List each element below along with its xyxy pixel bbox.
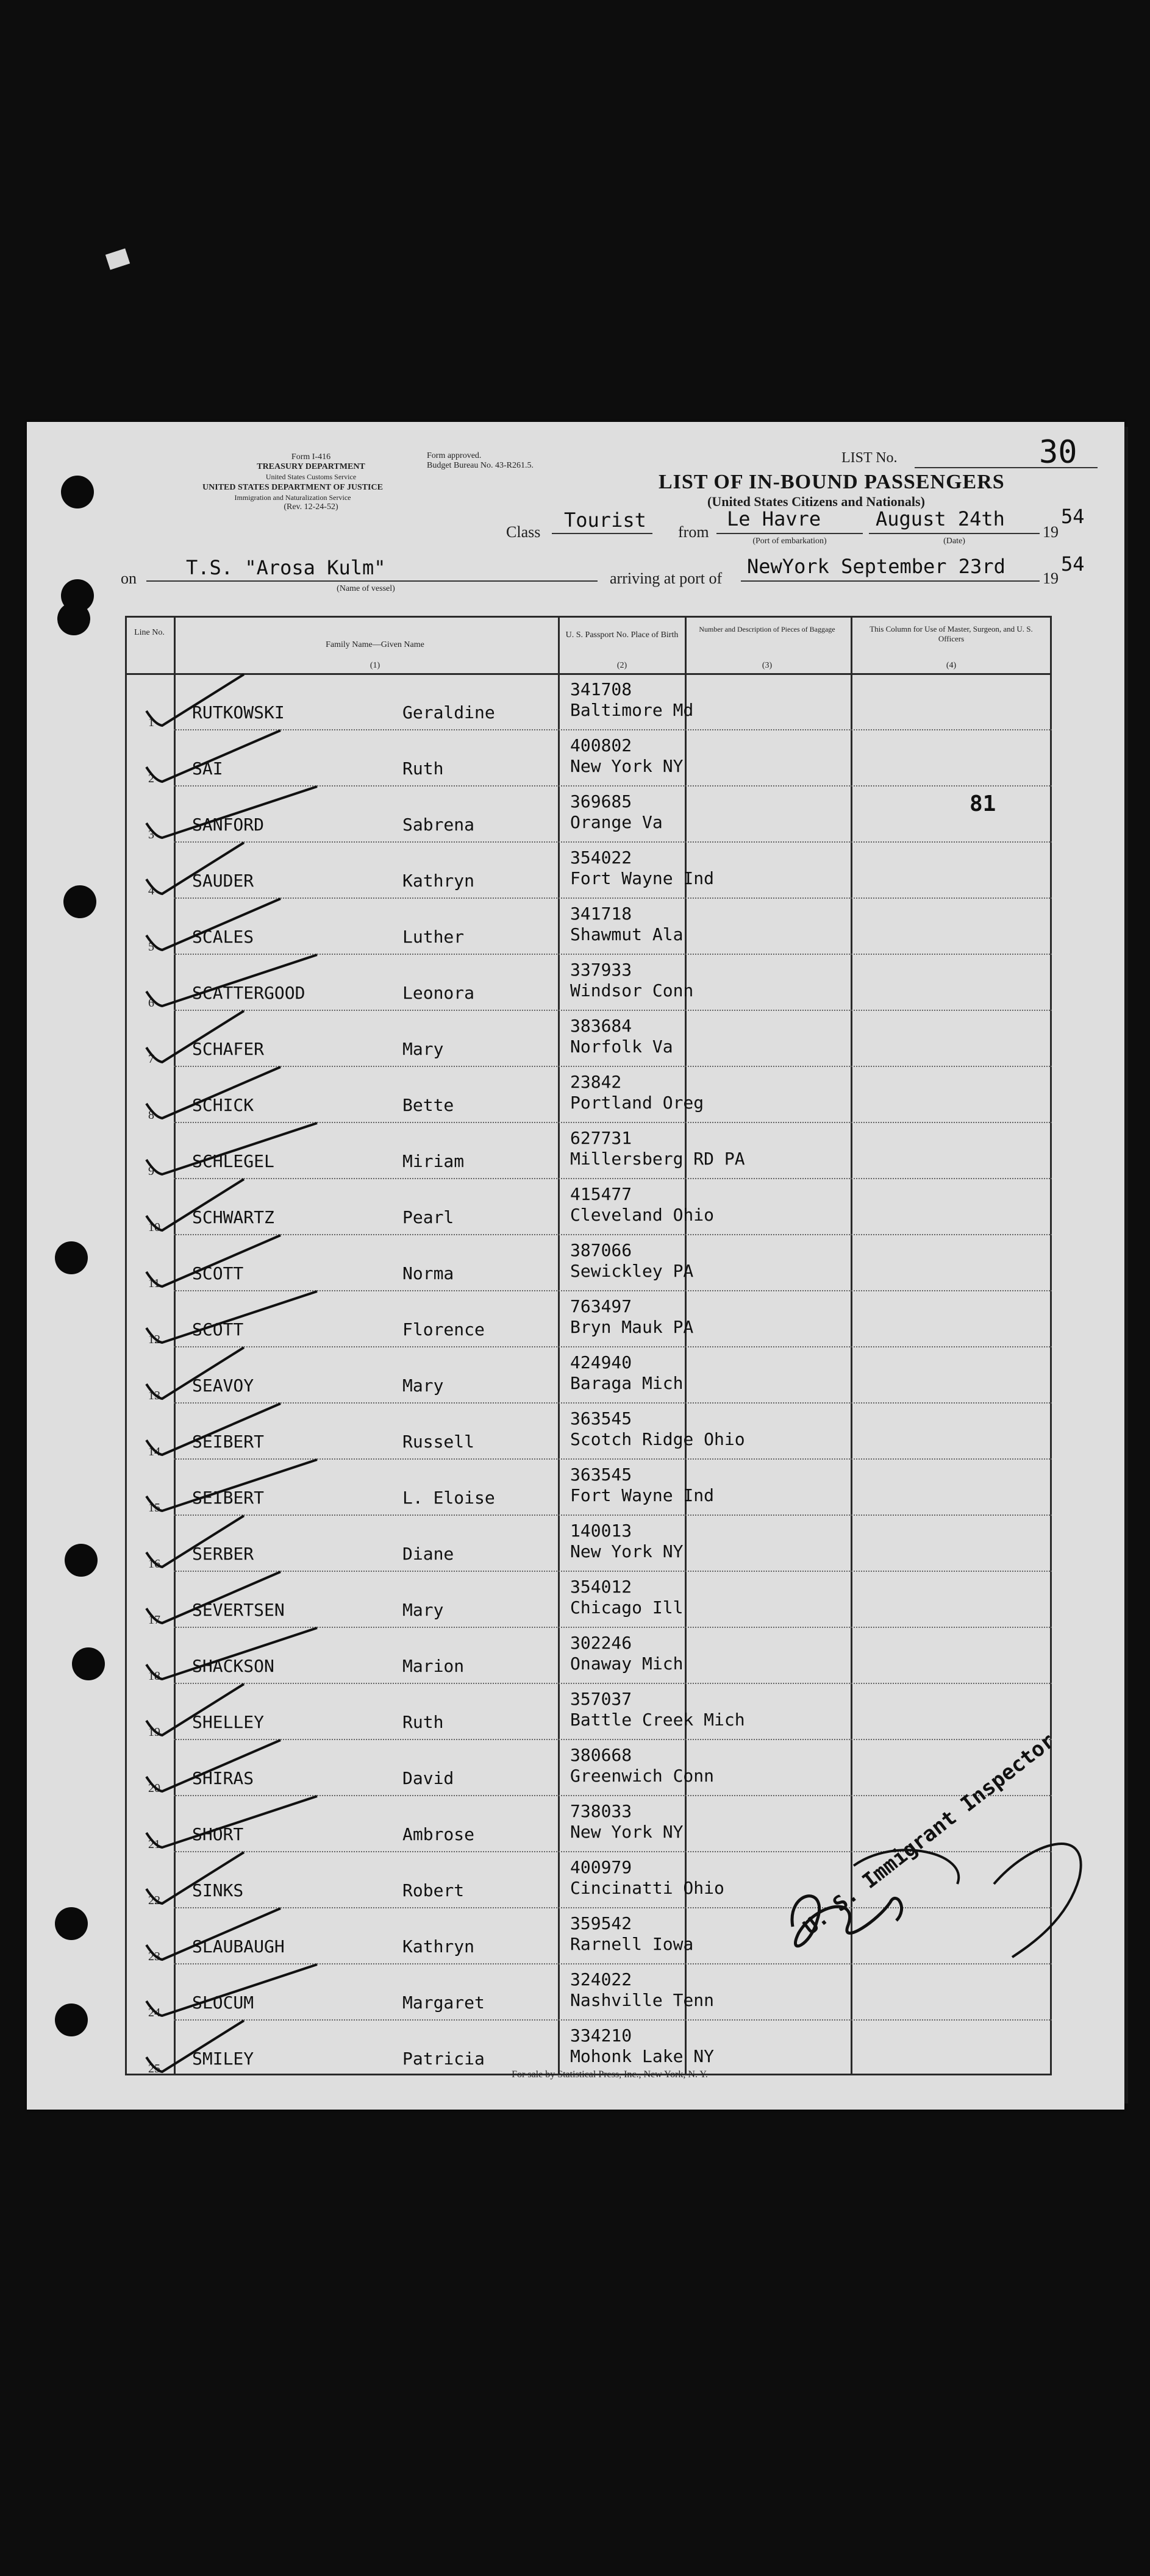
family-name: SHIRAS <box>192 1768 254 1788</box>
passport-number: 354012 <box>570 1577 632 1597</box>
year-departure: 54 <box>1061 505 1085 528</box>
passport-number: 627731 <box>570 1128 632 1148</box>
row-number: 18 <box>148 1669 160 1683</box>
given-name: Robert <box>402 1880 465 1900</box>
on-label: on <box>121 569 137 587</box>
family-name: SHELLEY <box>192 1712 265 1732</box>
given-name: Geraldine <box>402 702 495 722</box>
manifest-subtitle: (United States Citizens and Nationals) <box>707 494 925 509</box>
col-header-baggage: Number and Description of Pieces of Baggage <box>699 625 835 633</box>
family-name: SCHICK <box>192 1095 254 1115</box>
table-row <box>125 787 1052 843</box>
form-approved: Form approved. <box>427 451 482 460</box>
given-name: Kathryn <box>402 871 475 891</box>
row-number: 9 <box>148 1165 154 1178</box>
given-name: L. Eloise <box>402 1488 495 1508</box>
place-of-birth: Shawmut Ala <box>570 924 684 944</box>
family-name: SHACKSON <box>192 1656 274 1676</box>
table-row <box>125 1460 1052 1516</box>
place-of-birth: Sewickley PA <box>570 1261 694 1281</box>
row-number: 8 <box>148 1108 154 1122</box>
list-number-label: LIST No. <box>841 450 898 466</box>
family-name: SCHLEGEL <box>192 1151 274 1171</box>
row-number: 2 <box>148 772 154 785</box>
family-name: SCOTT <box>192 1319 244 1340</box>
given-name: Diane <box>402 1544 454 1564</box>
passport-number: 341708 <box>570 679 632 699</box>
row-number: 20 <box>148 1782 160 1795</box>
punch-hole <box>55 1241 88 1274</box>
family-name: SEAVOY <box>192 1375 254 1396</box>
col-header-line-no: Line No. <box>134 628 165 637</box>
place-of-birth: Rarnell Iowa <box>570 1934 694 1954</box>
inspector-stamp-text: U. S. Immigrant Inspector <box>799 1728 1060 1940</box>
arrival-port-date: NewYork September 23rd <box>747 555 1005 578</box>
row-number: 3 <box>148 828 154 841</box>
passport-number: 363545 <box>570 1408 632 1429</box>
class-label: Class <box>506 523 541 541</box>
class-value: Tourist <box>564 508 646 532</box>
year-arrival: 54 <box>1061 552 1085 576</box>
col-num-passport: (2) <box>616 661 627 670</box>
col-header-name: Family Name—Given Name <box>326 640 424 649</box>
family-name: SCHAFER <box>192 1039 265 1059</box>
justice-department: UNITED STATES DEPARTMENT OF JUSTICE <box>202 483 383 492</box>
table-row <box>125 1235 1052 1291</box>
passport-number: 302246 <box>570 1633 632 1653</box>
given-name: Bette <box>402 1095 454 1115</box>
given-name: Ruth <box>402 1712 444 1732</box>
given-name: Mary <box>402 1375 444 1396</box>
passport-number: 341718 <box>570 904 632 924</box>
port-caption: (Port of embarkation) <box>752 537 827 546</box>
given-name: Margaret <box>402 1993 485 2013</box>
punch-hole <box>57 602 90 635</box>
family-name: SINKS <box>192 1880 244 1900</box>
form-number: Form I-416 <box>291 452 331 462</box>
manifest-title: LIST OF IN-BOUND PASSENGERS <box>659 471 1005 493</box>
row-number: 13 <box>148 1389 160 1402</box>
row-number: 25 <box>148 2062 160 2075</box>
given-name: Luther <box>402 927 465 947</box>
family-name: SEIBERT <box>192 1432 265 1452</box>
passport-number: 383684 <box>570 1016 632 1036</box>
row-number: 23 <box>148 1950 160 1963</box>
col-header-passport: U. S. Passport No. Place of Birth <box>565 630 679 640</box>
row-number: 24 <box>148 2006 160 2019</box>
from-label: from <box>678 523 709 541</box>
given-name: Russell <box>402 1432 475 1452</box>
family-name: SCATTERGOOD <box>192 983 305 1003</box>
table-row <box>125 1179 1052 1235</box>
place-of-birth: New York NY <box>570 756 684 776</box>
family-name: SLAUBAUGH <box>192 1936 285 1957</box>
passport-number: 334210 <box>570 2025 632 2046</box>
passport-number: 369685 <box>570 791 632 812</box>
place-of-birth: Fort Wayne Ind <box>570 868 715 888</box>
family-name: SCHWARTZ <box>192 1207 274 1227</box>
punch-hole <box>55 2003 88 2036</box>
passport-number: 400802 <box>570 735 632 755</box>
place-of-birth: Portland Oreg <box>570 1093 704 1113</box>
treasury-department: TREASURY DEPARTMENT <box>257 462 365 471</box>
place-of-birth: Millersberg RD PA <box>570 1149 745 1169</box>
place-of-birth: Mohonk Lake NY <box>570 2046 715 2066</box>
table-row <box>125 1011 1052 1067</box>
place-of-birth: Orange Va <box>570 812 663 832</box>
given-name: Norma <box>402 1263 454 1283</box>
table-row <box>125 955 1052 1011</box>
passport-number: 357037 <box>570 1689 632 1709</box>
family-name: SEIBERT <box>192 1488 265 1508</box>
passport-number: 359542 <box>570 1913 632 1933</box>
class-line <box>552 533 652 534</box>
table-row <box>125 1516 1052 1572</box>
place-of-birth: Scotch Ridge Ohio <box>570 1429 745 1449</box>
table-row <box>125 1572 1052 1628</box>
row-number: 21 <box>148 1838 160 1851</box>
row-number: 7 <box>148 1052 154 1066</box>
row-number: 16 <box>148 1557 160 1571</box>
table-row <box>125 1684 1052 1740</box>
passport-number: 763497 <box>570 1296 632 1316</box>
departure-date: August 24th <box>876 507 1005 530</box>
table-row <box>125 730 1052 787</box>
row-number: 5 <box>148 940 154 954</box>
passport-number: 354022 <box>570 847 632 868</box>
year-prefix-arrival: 19 <box>1043 569 1059 587</box>
arriving-label: arriving at port of <box>610 569 723 587</box>
place-of-birth: Cincinatti Ohio <box>570 1878 724 1898</box>
table-row <box>125 1404 1052 1460</box>
passport-number: 337933 <box>570 960 632 980</box>
place-of-birth: Onaway Mich <box>570 1654 684 1674</box>
punch-hole <box>72 1647 105 1680</box>
given-name: Kathryn <box>402 1936 475 1957</box>
given-name: Marion <box>402 1656 465 1676</box>
place-of-birth: Baraga Mich <box>570 1373 684 1393</box>
place-of-birth: Baltimore Md <box>570 700 694 720</box>
given-name: David <box>402 1768 454 1788</box>
family-name: SANFORD <box>192 815 265 835</box>
row-number: 22 <box>148 1894 160 1907</box>
passport-number: 23842 <box>570 1072 622 1092</box>
given-name: Mary <box>402 1600 444 1620</box>
place-of-birth: Greenwich Conn <box>570 1766 715 1786</box>
given-name: Florence <box>402 1319 485 1340</box>
col-num-name: (1) <box>370 661 380 670</box>
family-name: SCALES <box>192 927 254 947</box>
passport-number: 415477 <box>570 1184 632 1204</box>
row-number: 6 <box>148 996 154 1010</box>
passport-number: 400979 <box>570 1857 632 1877</box>
officer-note: 81 <box>970 791 996 816</box>
col-num-officers: (4) <box>946 661 957 670</box>
passport-number: 424940 <box>570 1352 632 1372</box>
budget-bureau: Budget Bureau No. 43-R261.5. <box>427 461 534 470</box>
place-of-birth: Fort Wayne Ind <box>570 1485 715 1505</box>
family-name: SLOCUM <box>192 1993 254 2013</box>
year-prefix-departure: 19 <box>1043 523 1059 541</box>
given-name: Ambrose <box>402 1824 475 1844</box>
table-row <box>125 1347 1052 1404</box>
place-of-birth: Windsor Conn <box>570 980 694 1001</box>
customs-service: United States Customs Service <box>265 473 357 481</box>
family-name: RUTKOWSKI <box>192 702 285 722</box>
paper-speck <box>105 248 130 269</box>
table-row <box>125 843 1052 899</box>
col-header-officers: This Column for Use of Master, Surgeon, and U. S. Officers <box>870 624 1033 643</box>
row-number: 12 <box>148 1333 160 1346</box>
port-line <box>716 533 863 534</box>
punch-hole <box>63 885 96 918</box>
given-name: Sabrena <box>402 815 475 835</box>
table-row <box>125 674 1052 730</box>
family-name: SMILEY <box>192 2049 254 2069</box>
table-row <box>125 1628 1052 1684</box>
family-name: SHORT <box>192 1824 244 1844</box>
port-of-embarkation: Le Havre <box>727 507 821 530</box>
table-top-border <box>125 616 1052 618</box>
table-row <box>125 899 1052 955</box>
table-row <box>125 1740 1052 1796</box>
place-of-birth: Nashville Tenn <box>570 1990 715 2010</box>
date-caption: (Date) <box>943 537 965 546</box>
given-name: Mary <box>402 1039 444 1059</box>
place-of-birth: Bryn Mauk PA <box>570 1317 694 1337</box>
punch-hole <box>55 1907 88 1940</box>
place-of-birth: New York NY <box>570 1541 684 1561</box>
printer-footer: For sale by Statistical Press, Inc., New York, N. Y. <box>512 2069 708 2080</box>
vessel-line <box>146 580 598 582</box>
row-number: 14 <box>148 1445 160 1458</box>
row-number: 4 <box>148 884 154 897</box>
date-line <box>869 533 1040 534</box>
punch-hole <box>65 1544 98 1577</box>
vessel-caption: (Name of vessel) <box>337 584 395 593</box>
passport-number: 387066 <box>570 1240 632 1260</box>
passport-number: 140013 <box>570 1521 632 1541</box>
row-number: 11 <box>148 1277 160 1290</box>
vessel-name: T.S. "Arosa Kulm" <box>186 556 386 579</box>
table-row <box>125 1067 1052 1123</box>
col-num-baggage: (3) <box>762 661 773 670</box>
row-number: 15 <box>148 1501 160 1515</box>
given-name: Ruth <box>402 758 444 779</box>
immigration-service: Immigration and Naturalization Service <box>234 493 351 502</box>
given-name: Pearl <box>402 1207 454 1227</box>
family-name: SERBER <box>192 1544 254 1564</box>
passport-number: 324022 <box>570 1969 632 1989</box>
family-name: SEVERTSEN <box>192 1600 285 1620</box>
passport-number: 380668 <box>570 1745 632 1765</box>
table-row <box>125 1123 1052 1179</box>
row-number: 19 <box>148 1725 160 1739</box>
row-number: 1 <box>148 716 154 729</box>
row-number: 10 <box>148 1221 160 1234</box>
arrival-line <box>741 580 1040 582</box>
inspector-stamp <box>774 1728 1091 2055</box>
given-name: Miriam <box>402 1151 465 1171</box>
passport-number: 363545 <box>570 1465 632 1485</box>
row-number: 17 <box>148 1613 160 1627</box>
passport-number: 738033 <box>570 1801 632 1821</box>
form-revision: (Rev. 12-24-52) <box>284 502 338 512</box>
place-of-birth: Chicago Ill <box>570 1597 684 1618</box>
punch-hole <box>61 476 94 508</box>
family-name: SCOTT <box>192 1263 244 1283</box>
family-name: SAI <box>192 758 223 779</box>
given-name: Leonora <box>402 983 475 1003</box>
table-row <box>125 1291 1052 1347</box>
place-of-birth: Battle Creek Mich <box>570 1710 745 1730</box>
given-name: Patricia <box>402 2049 485 2069</box>
family-name: SAUDER <box>192 871 254 891</box>
list-number: 30 <box>1039 434 1077 471</box>
place-of-birth: New York NY <box>570 1822 684 1842</box>
place-of-birth: Norfolk Va <box>570 1036 673 1057</box>
place-of-birth: Cleveland Ohio <box>570 1205 715 1225</box>
